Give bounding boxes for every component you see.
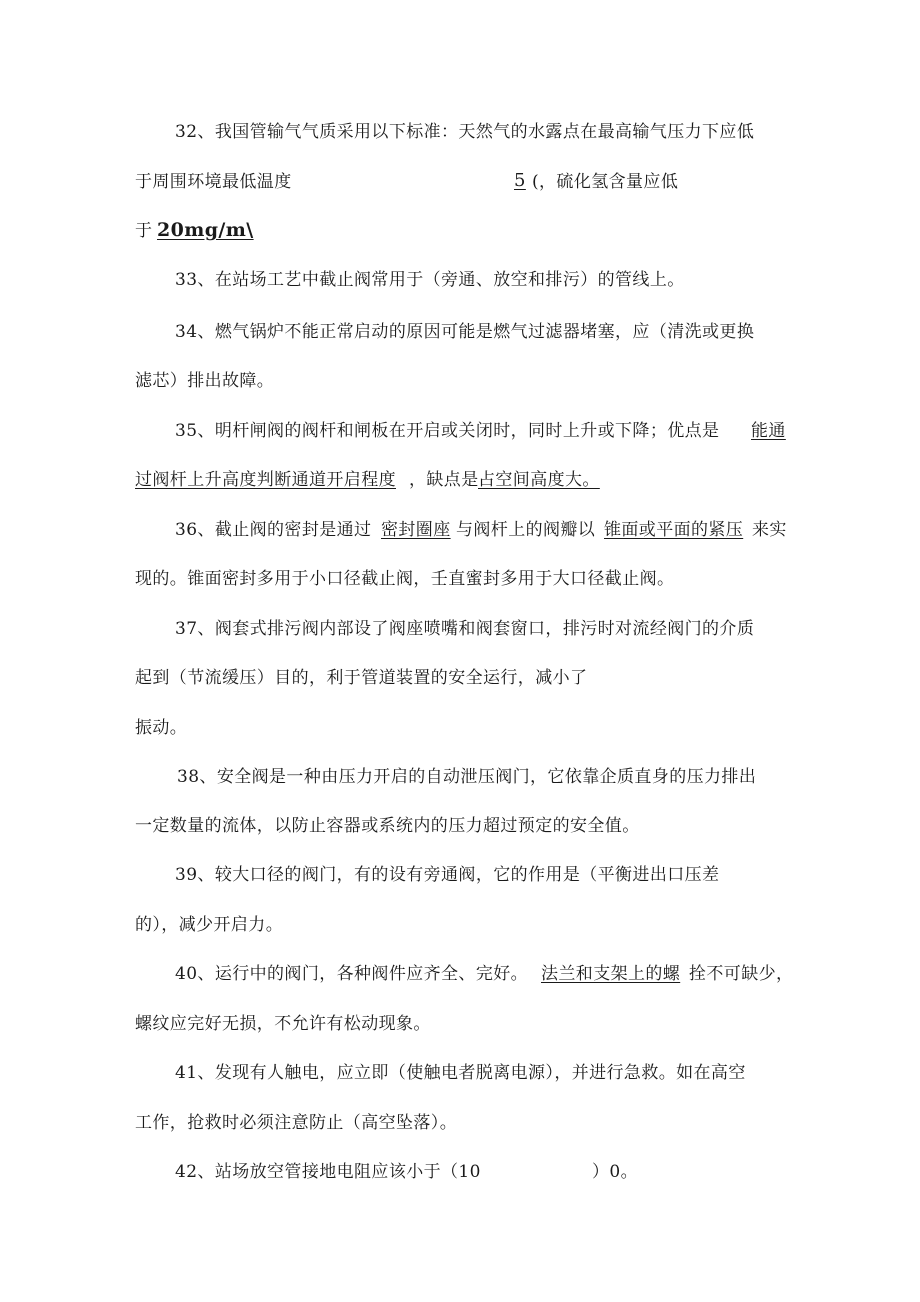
item-34-line-1: 34、燃气锅炉不能正常启动的原因可能是燃气过滤器堵塞，应（清洗或更换 [175, 322, 755, 342]
item-38-line-1: 38、安全阀是一种由压力开启的自动泄压阀门，它依靠企质直身的压力排出 [177, 767, 757, 787]
item-37-line-2: 起到（节流缓压）目的，利于管道装置的安全运行，减小了 [135, 668, 588, 688]
item-39-line-1: 39、较大口径的阀门，有的设有旁通阀，它的作用是（平衡进出口压差 [175, 865, 720, 885]
item-36-line-1b: 密封圈座 [381, 520, 451, 540]
item-36-line-1e: 来实 [752, 520, 787, 540]
item-41-line-1: 41、发现有人触电，应立即（使触电者脱离电源），并进行急救。如在高空 [175, 1063, 746, 1083]
item-42-line-1b: ）0。 [592, 1162, 639, 1182]
item-32-line-3a: 于 [135, 221, 153, 241]
item-35-line-1b: 能通 [751, 421, 786, 441]
item-35-line-1a: 35、明杆闸阀的阀杆和闸板在开启或关闭时，同时上升或下降；优点是 [175, 421, 720, 441]
item-32-line-2a: 于周围环境最低温度 [135, 172, 292, 192]
item-36-line-2: 现的。锥面密封多用于小口径截止阀，壬直蜜封多用于大口径截止阀。 [135, 569, 675, 589]
item-40-line-1b: 法兰和支架上的螺 [541, 964, 681, 984]
item-40-line-1c: 拴不可缺少， [689, 964, 794, 984]
item-36-line-1c: 与阀杆上的阀瓣以 [456, 520, 596, 540]
item-42-line-1a: 42、站场放空管接地电阻应该小于（10 [175, 1162, 481, 1182]
item-34-line-2: 滤芯）排出故障。 [135, 371, 275, 391]
item-37-line-3: 振动。 [135, 718, 188, 738]
item-36-line-1a: 36、截止阀的密封是通过 [175, 520, 372, 540]
item-35-line-2c: 占空间高度大。 [478, 470, 600, 490]
item-32-line-2c: (，硫化氢含量应低 [532, 172, 679, 192]
item-41-line-2: 工作，抢救时必须注意防止（高空坠落）。 [135, 1113, 458, 1133]
item-37-line-1: 37、阀套式排污阀内部设了阀座喷嘴和阀套窗口，排污时对流经阀门的介质 [175, 619, 755, 639]
item-35-line-2a: 过阀杆上升高度判断通道开启程度 [135, 470, 396, 490]
item-33-line-1: 33、在站场工艺中截止阀常用于（旁通、放空和排污）的管线上。 [175, 270, 685, 290]
item-35-line-2b: ，缺点是 [409, 470, 479, 490]
item-40-line-2: 螺纹应完好无损，不允许有松动现象。 [135, 1014, 431, 1034]
item-38-line-2: 一定数量的流体，以防止容器或系统内的压力超过预定的安全值。 [135, 816, 640, 836]
item-32-line-1: 32、我国管输气气质采用以下标准：天然气的水露点在最高输气压力下应低 [175, 122, 755, 142]
item-36-line-1d: 锥面或平面的紧压 [604, 520, 744, 540]
item-40-line-1a: 40、运行中的阀门，各种阀件应齐全、完好。 [175, 964, 529, 984]
item-32-line-3b: 20mg/m\ [157, 219, 254, 241]
item-39-line-2: 的），减少开启力。 [135, 915, 284, 935]
item-32-line-2b: 5 [514, 170, 526, 191]
